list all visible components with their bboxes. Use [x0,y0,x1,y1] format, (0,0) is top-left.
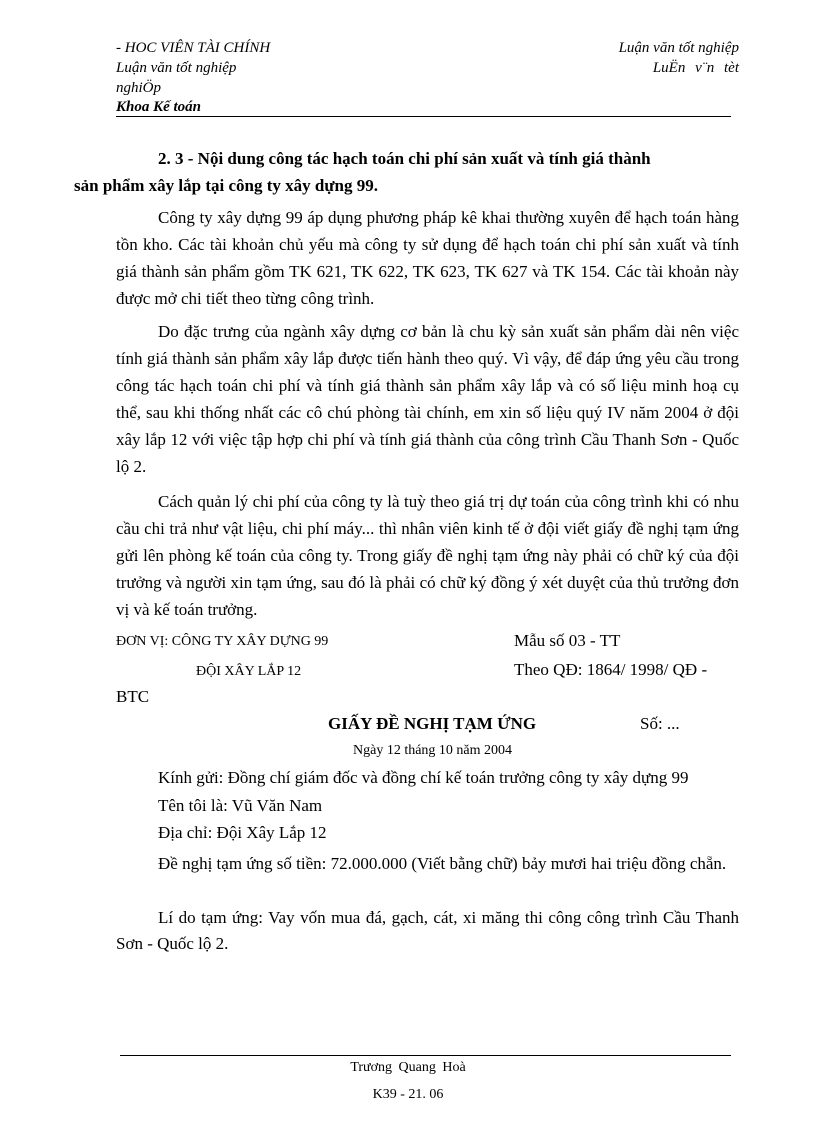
header-rule [116,116,731,117]
form-recipient: Kính gửi: Đồng chí giám đốc và đồng chí kế toán trưởng công ty xây dựng 99 [158,768,689,787]
form-template-no: Mẫu số 03 - TT [514,631,621,650]
header-faculty: Khoa Kế toán [116,99,202,115]
footer-class-id: K39 - 21. 06 [372,1087,444,1102]
paragraph-costing-period: Do đặc trưng của ngành xây dựng cơ bản là chu kỳ sản xuất sản phẩm dài nên việc tính giá thành sản phẩm xây lắp được tiến hành theo quý. Vì vậy, để đáp ứng yêu cầu trong công tác hạch toán chi phí và tính giá thành sản phẩm xây lắp và có số liệu minh hoạ cụ thể, sau khi thống nhất các cô chú phòng tài chính, em xin số liệu quý IV năm 2004 ở đội xây lắp 12 với việc tập hợp chi phí và tính giá thành của công trình Cầu Thanh Sơn - Quốc lộ 2. [116,322,739,476]
paragraph-cost-management: Cách quản lý chi phí của công ty là tuỳ theo giá trị dự toán của công trình khi có nhu cầu chi trả như vật liệu, chi phí máy... thì nhân viên kinh tế ở đội viết giấy đề nghị tạm ứng gửi lên phòng kế toán của công ty. Trong giấy đề nghị tạm ứng này phải có chữ ký của đội trưởng và người xin tạm ứng, sau đó là phải có chữ ký đồng ý xét duyệt của thủ trưởng đơn vị và kế toán trưởng. [116,492,739,619]
section-heading-line2: sản phẩm xây lắp tại công ty xây dựng 99. [74,176,378,195]
header-garbled-right: LuËn v¨n tèt [652,60,739,76]
form-title: GIẤY ĐỀ NGHỊ TẠM ỨNG [328,714,537,733]
footer-rule [120,1055,731,1056]
form-decision: Theo QĐ: 1864/ 1998/ QĐ - [514,660,708,679]
form-date: Ngày 12 tháng 10 năm 2004 [353,743,513,758]
section-heading [74,145,739,199]
form-name: Tên tôi là: Vũ Văn Nam [158,796,323,815]
form-address: Địa chỉ: Đội Xây Lắp 12 [158,823,327,842]
form-unit-label: ĐƠN VỊ: CÔNG TY XÂY DỰNG 99 [116,634,329,649]
form-number: Số: ... [640,714,680,733]
header-garbled-left: nghiÖp [116,80,161,96]
header-thesis-left: Luận văn tốt nghiệp [116,60,237,76]
form-unit-sub: ĐỘI XÂY LẮP 12 [196,664,302,679]
footer-author: Trương Quang Hoà [350,1060,466,1075]
form-decision-cont: BTC [116,687,150,706]
header-school: - HOC VIÊN TÀI CHÍNH [116,40,271,56]
section-heading-line1: 2. 3 - Nội dung công tác hạch toán chi phí sản xuất và tính giá thành [158,149,651,168]
paragraph-accounting-method: Công ty xây dựng 99 áp dụng phương pháp kê khai thường xuyên để hạch toán hàng tồn kho. Các tài khoản chủ yếu mà công ty sử dụng để hạch toán chi phí sản xuất và tính giá thành sản phẩm gồm TK 621, TK 622, TK 623, TK 627 và TK 154. Các tài khoản này được mở chi tiết theo từng công trình. [116,208,739,308]
header-thesis-right: Luận văn tốt nghiệp [618,40,739,56]
form-reason: Lí do tạm ứng: Vay vốn mua đá, gạch, cát, xi măng thi công công trình Cầu Thanh Sơn - Quốc lộ 2. [116,908,739,953]
form-amount: Đề nghị tạm ứng số tiền: 72.000.000 (Viết bằng chữ) bảy mươi hai triệu đồng chẵn. [158,854,727,873]
